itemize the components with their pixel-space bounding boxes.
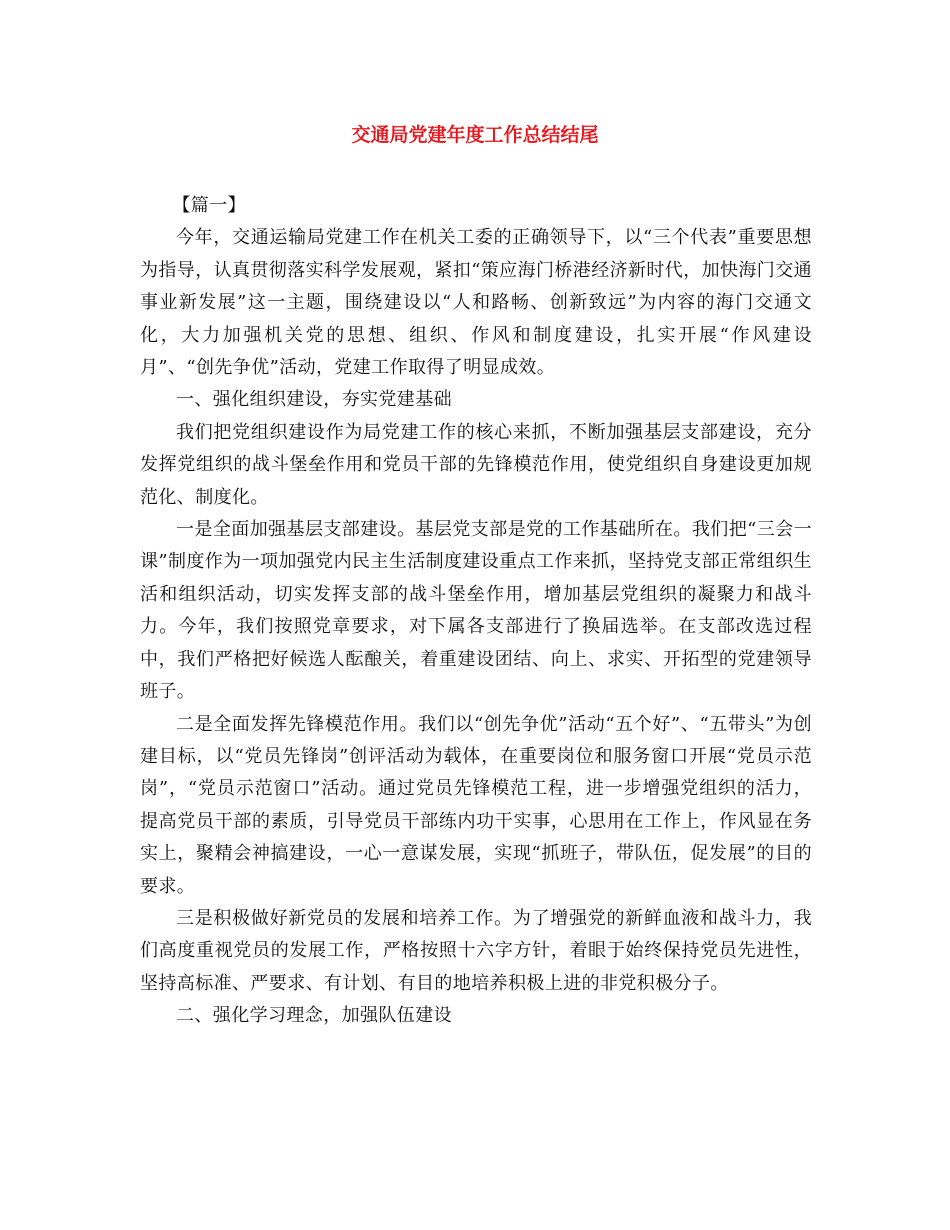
document-title: 交通局党建年度工作总结结尾 — [351, 124, 599, 146]
section-heading-1: 一、强化组织建设，夯实党建基础 — [176, 389, 452, 411]
paragraph-org-building: 我们把党组织建设作为局党建工作的核心来抓，不断加强基层支部建设，充分发挥党组织的战斗堡垒作用和党员干部的先锋模范作用，使党组织自身建设更加规范化、制度化。 — [140, 421, 812, 508]
paragraph-new-members: 三是积极做好新党员的发展和培养工作。为了增强党的新鲜血液和战斗力，我们高度重视党员的发展工作，严格按照十六字方针，着眼于始终保持党员先进性，坚持高标准、严要求、有计划、有目的地培养积极上进的非党积极分子。 — [140, 907, 812, 994]
paragraph-intro: 今年，交通运输局党建工作在机关工委的正确领导下，以“三个代表”重要思想为指导，认真贯彻落实科学发展观，紧扣“策应海门桥港经济新时代，加快海门交通事业新发展”这一主题，围绕建设以“人和路畅、创新致远”为内容的海门交通文化，大力加强机关党的思想、组织、作风和制度建设，扎实开展“作风建设月”、“创先争优”活动，党建工作取得了明显成效。 — [140, 227, 812, 379]
section-heading-2: 二、强化学习理念，加强队伍建设 — [176, 1005, 452, 1027]
section-tag: 【篇一】 — [172, 195, 246, 216]
paragraph-vanguard-role: 二是全面发挥先锋模范作用。我们以“创先争优”活动“五个好”、“五带头”为创建目标，以“党员先锋岗”创评活动为载体，在重要岗位和服务窗口开展“党员示范岗”，“党员示范窗口”活动。通过党员先锋模范工程，进一步增强党组织的活力，提高党员干部的素质，引导党员干部练内功干实事，心思用在工作上，作风显在务实上，聚精会神搞建设，一心一意谋发展，实现“抓班子，带队伍，促发展”的目的要求。 — [140, 713, 812, 897]
document-body — [140, 190, 812, 1033]
paragraph-branch-building: 一是全面加强基层支部建设。基层党支部是党的工作基础所在。我们把“三会一课”制度作为一项加强党内民主生活制度建设重点工作来抓，坚持党支部正常组织生活和组织活动，切实发挥支部的战斗堡垒作用，增加基层党组织的凝聚力和战斗力。今年，我们按照党章要求，对下属各支部进行了换届选举。在支部改选过程中，我们严格把好候选人酝酿关，着重建设团结、向上、求实、开拓型的党建领导班子。 — [140, 519, 812, 703]
